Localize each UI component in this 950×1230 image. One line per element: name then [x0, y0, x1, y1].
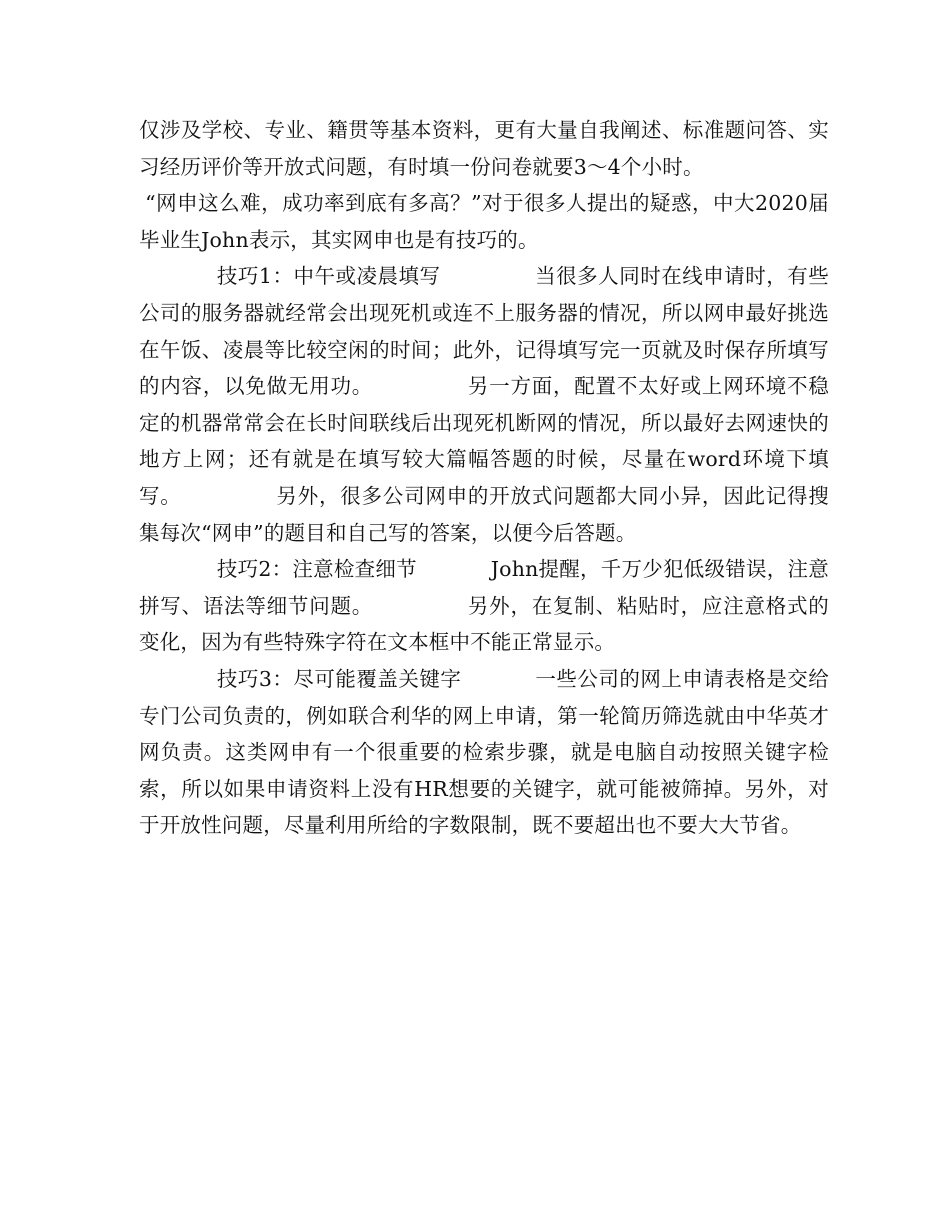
tip-2-heading: 技巧2：注意检查细节: [216, 557, 417, 582]
tip-1-segment-1: 当很多人同时在线申请时，有些公司的服务器就经常会出现死机或连不上服务器的情况，所以网申最好挑选在午饭、凌晨等比较空闲的时间；此外，记得填写完一页就及时保存所填写的内容，以免做无用功。: [139, 264, 829, 399]
paragraph-tip-2: [139, 551, 829, 661]
tip-3-heading: 技巧3：尽可能覆盖关键字: [216, 666, 462, 691]
paragraph-tip-3: [139, 661, 829, 844]
paragraph-john-quote: [139, 185, 829, 258]
tip-3-segment-1: 一些公司的网上申请表格是交给专门公司负责的，例如联合利华的网上申请，第一轮简历筛选就由中华英才网负责。这类网申有一个很重要的检索步骤，就是电脑自动按照关键字检索，所以如果申请资料上没有HR想要的关键字，就可能被筛掉。另外，对于开放性问题，尽量利用所给的字数限制，既不要超出也不要大大节省。: [139, 666, 829, 838]
tip-1-segment-2: 另一方面，配置不太好或上网环境不稳定的机器常常会在长时间联线后出现死机断网的情况，所以最好去网速快的地方上网；还有就是在填写较大篇幅答题的时候，尽量在word环境下填写。: [139, 374, 829, 508]
tip-1-heading: 技巧1：中午或凌晨填写: [216, 264, 441, 289]
paragraph-text: 仅涉及学校、专业、籍贯等基本资料，更有大量自我阐述、标准题问答、实习经历评价等开放式问题，有时填一份问卷就要3～4个小时。: [139, 118, 829, 179]
paragraph-tip-1: [139, 258, 829, 551]
tip-1-segment-3: 另外，很多公司网申的开放式问题都大同小异，因此记得搜集每次“网申”的题目和自己写的答案，以便今后答题。: [139, 483, 830, 545]
paragraph-intro-continued: [139, 112, 829, 185]
paragraph-text: “网申这么难，成功率到底有多高？”对于很多人提出的疑惑，中大2020届毕业生John表示，其实网申也是有技巧的。: [139, 191, 829, 252]
document-body: [139, 112, 829, 844]
tip-2-segment-1: John提醒，千万少犯低级错误，注意拼写、语法等细节问题。: [139, 557, 829, 618]
tip-2-segment-2: 另外，在复制、粘贴时，应注意格式的变化，因为有些特殊字符在文本框中不能正常显示。: [139, 593, 829, 655]
